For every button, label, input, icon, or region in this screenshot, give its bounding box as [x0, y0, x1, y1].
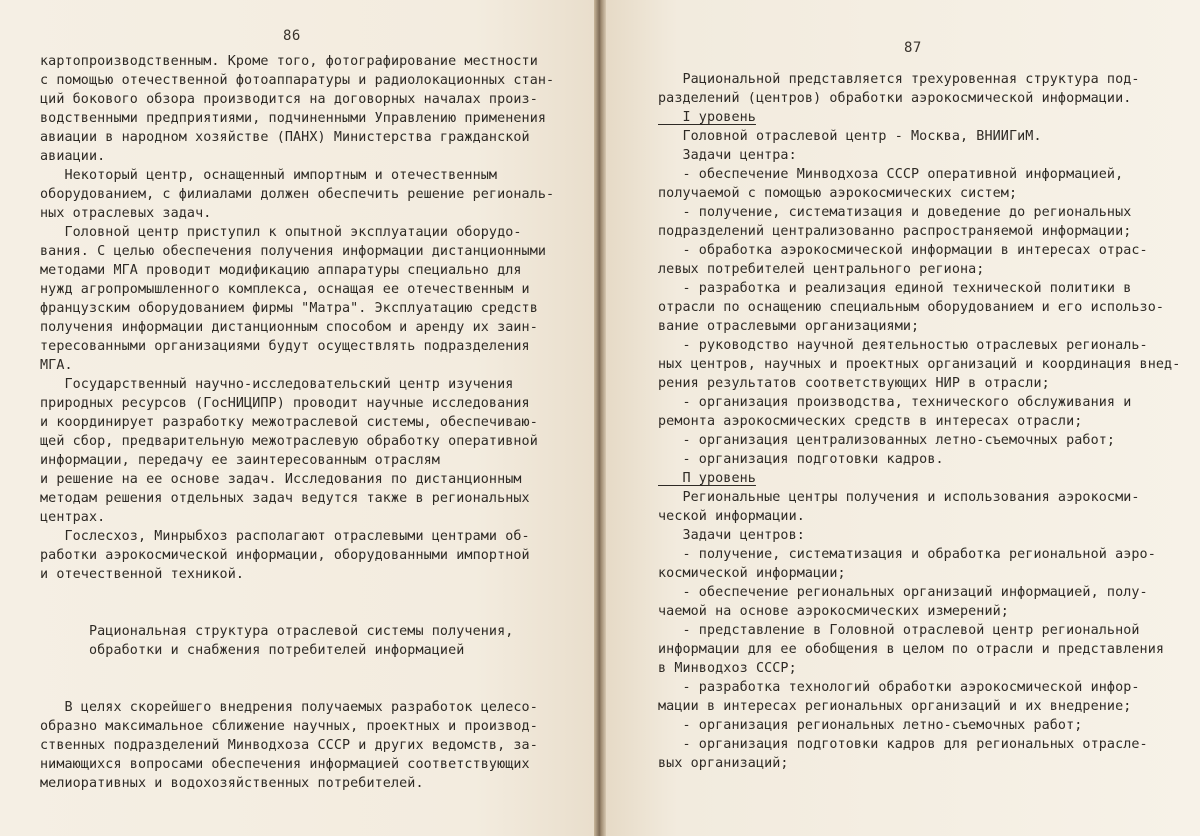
text-line: Задачи центров: — [658, 528, 805, 543]
text-line: с помощью отечественной фотоаппаратуры и радиолокационных стан- — [40, 73, 555, 88]
text-line: отрасли по оснащению специальным оборудованием и его использо- — [658, 300, 1165, 315]
text-line: авиации в народном хозяйстве (ПАНХ) Министерства гражданской — [40, 130, 530, 145]
text-line: центрах. — [40, 510, 106, 525]
text-line: природных ресурсов (ГосНИЦИПР) проводит научные исследования — [40, 396, 530, 411]
text-line — [40, 679, 554, 698]
text-line: П уровень — [658, 471, 756, 486]
text-line: мации в интересах региональных организаций и их внедрение; — [658, 699, 1132, 714]
text-line: - разработка технологий обработки аэрокосмической инфор- — [658, 680, 1140, 695]
text-line: тересованными организациями будут осуществлять подразделения — [40, 339, 530, 354]
text-line: левых потребителей центрального региона; — [658, 262, 985, 277]
text-line: - обработка аэрокосмической информации в интересах отрас- — [658, 243, 1148, 258]
text-line: - руководство научной деятельностью отраслевых региональ- — [658, 338, 1148, 353]
text-line: ственных подразделений Минводхоза СССР и других ведомств, за- — [40, 738, 538, 753]
text-line: оборудованием, с филиалами должен обеспечить решение региональ- — [40, 187, 555, 202]
text-line: образно максимальное сближение научных, проектных и производ- — [40, 719, 538, 734]
text-line: щей сбор, предварительную межотраслевую обработку оперативной — [40, 434, 538, 449]
text-line: - организация подготовки кадров для региональных отрасле- — [658, 737, 1148, 752]
text-line: Некоторый центр, оснащенный импортным и отечественным — [40, 168, 498, 183]
text-line: - организация централизованных летно-съемочных работ; — [658, 433, 1116, 448]
text-line: вание отраслевыми организациями; — [658, 319, 920, 334]
text-line: разделений (центров) обработки аэрокосмической информации. — [658, 91, 1132, 106]
text-line — [40, 584, 554, 603]
text-line: Гослесхоз, Минрыбхоз располагают отраслевыми центрами об- — [40, 529, 530, 544]
text-line: - получение, систематизация и обработка региональной аэро- — [658, 547, 1156, 562]
text-line: ремонта аэрокосмических средств в интересах отрасли; — [658, 414, 1083, 429]
text-line: - организация подготовки кадров. — [658, 452, 944, 467]
book-gutter — [594, 0, 606, 836]
text-line: подразделений централизованно распространяемой информации; — [658, 224, 1132, 239]
text-line: информации, передачу ее заинтересованным отраслям — [40, 453, 440, 468]
text-line: Головной отраслевой центр - Москва, ВНИИГиМ. — [658, 129, 1042, 144]
text-line: I уровень — [658, 110, 756, 125]
text-line: и решение на ее основе задач. Исследования по дистанционным — [40, 472, 522, 487]
text-line — [40, 603, 554, 622]
text-line: - разработка и реализация единой технической политики в — [658, 281, 1132, 296]
text-line: - обеспечение Минводхоза СССР оперативной информацией, — [658, 167, 1124, 182]
text-line: информации для ее обобщения в целом по отрасли и представления — [658, 642, 1165, 657]
text-line: - получение, систематизация и доведение до региональных — [658, 205, 1132, 220]
text-line: Рациональной представляется трехуровенная структура под- — [658, 72, 1140, 87]
text-line: - представление в Головной отраслевой центр региональной — [658, 623, 1140, 638]
left-page-text — [40, 52, 554, 793]
page-number: 86 — [283, 28, 301, 44]
text-line: и координирует разработку межотраслевой системы, обеспечиваю- — [40, 415, 538, 430]
text-line: водственными предприятиями, подчиненными Управлению применения — [40, 111, 547, 126]
page-number: 87 — [904, 40, 922, 56]
text-line — [40, 660, 554, 679]
text-line: ческой информации. — [658, 509, 805, 524]
text-line: ных отраслевых задач. — [40, 206, 212, 221]
text-line: нимающихся вопросами обеспечения информацией соответствующих — [40, 757, 530, 772]
text-line: МГА. — [40, 358, 73, 373]
text-line: мелиоративных и водохозяйственных потребителей. — [40, 776, 424, 791]
text-line: Государственный научно-исследовательский центр изучения — [40, 377, 514, 392]
text-line: вых организаций; — [658, 756, 789, 771]
text-line: нужд агропромышленного комплекса, оснащая ее отечественным и — [40, 282, 530, 297]
left-page — [0, 0, 594, 836]
text-line: - организация производства, технического обслуживания и — [658, 395, 1132, 410]
text-line: французским оборудованием фирмы "Матра". Эксплуатацию средств — [40, 301, 538, 316]
text-line: рения результатов соответствующих НИР в отрасли; — [658, 376, 1050, 391]
text-line: получения информации дистанционным способом и аренду их заин- — [40, 320, 538, 335]
text-line: картопроизводственным. Кроме того, фотографирование местности — [40, 54, 538, 69]
text-line: методам решения отдельных задач ведутся также в региональных — [40, 491, 530, 506]
text-line: получаемой с помощью аэрокосмических систем; — [658, 186, 1018, 201]
right-page — [606, 0, 1200, 836]
text-line: и отечественной техникой. — [40, 567, 245, 582]
text-line: вания. С целью обеспечения получения информации дистанционными — [40, 244, 547, 259]
text-line: Задачи центра: — [658, 148, 797, 163]
text-line: - обеспечение региональных организаций информацией, полу- — [658, 585, 1148, 600]
text-line: Рациональная структура отраслевой системы получения, — [40, 624, 514, 639]
text-line: в Минводхоз СССР; — [658, 661, 797, 676]
text-line: ций бокового обзора производится на договорных началах произ- — [40, 92, 538, 107]
text-line: работки аэрокосмической информации, оборудованными импортной — [40, 548, 530, 563]
text-line: авиации. — [40, 149, 106, 164]
text-line: методами МГА проводит модификацию аппаратуры специально для — [40, 263, 522, 278]
text-line: Региональные центры получения и использования аэрокосми- — [658, 490, 1140, 505]
right-page-text — [658, 70, 1180, 773]
text-line: Головной центр приступил к опытной эксплуатации оборудо- — [40, 225, 522, 240]
text-line: В целях скорейшего внедрения получаемых разработок целесо- — [40, 700, 538, 715]
text-line: обработки и снабжения потребителей информацией — [40, 643, 465, 658]
text-line: чаемой на основе аэрокосмических измерений; — [658, 604, 1009, 619]
text-line: - организация региональных летно-съемочных работ; — [658, 718, 1083, 733]
text-line: ных центров, научных и проектных организаций и координация внед- — [658, 357, 1181, 372]
text-line: космической информации; — [658, 566, 846, 581]
